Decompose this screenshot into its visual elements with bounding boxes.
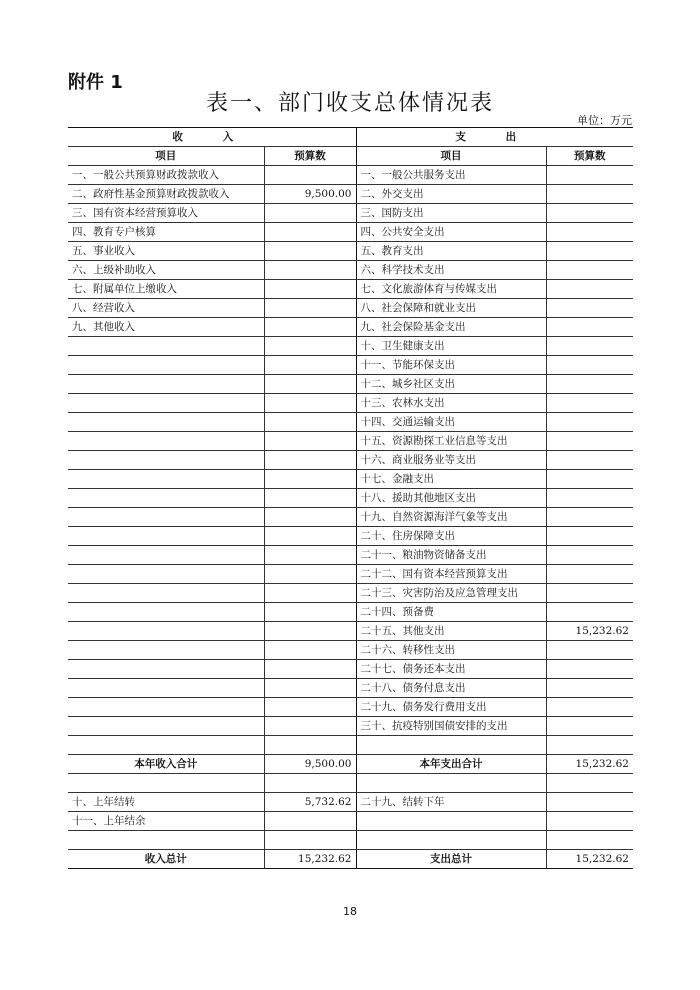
income-budget-cell (264, 717, 356, 736)
expense-budget-cell (546, 584, 633, 603)
page-title: 表一、部门收支总体情况表 (205, 91, 494, 116)
expense-budget-cell (546, 204, 633, 223)
expense-budget-cell (546, 698, 633, 717)
income-budget-cell (264, 546, 356, 565)
table-row (68, 261, 633, 280)
income-budget-cell (264, 299, 356, 318)
income-budget-cell (264, 356, 356, 375)
income-item-cell: 三、国有资本经营预算收入 (68, 204, 264, 223)
section-header-row (68, 128, 633, 147)
expense-budget-cell (546, 527, 633, 546)
expense-item-cell: 十五、资源勘探工业信息等支出 (356, 432, 546, 451)
expense-item-cell (356, 812, 546, 831)
income-item-cell: 十一、上年结余 (68, 812, 264, 831)
income-item-cell: 本年收入合计 (68, 755, 264, 774)
income-budget-cell (264, 508, 356, 527)
income-budget-cell (264, 812, 356, 831)
income-item-cell (68, 736, 264, 755)
expense-budget-cell (546, 470, 633, 489)
unit-label: 单位：万元 (577, 114, 632, 127)
table-row (68, 812, 633, 831)
income-budget-cell: 9,500.00 (264, 755, 356, 774)
table-row (68, 204, 633, 223)
expense-budget-cell (546, 489, 633, 508)
table-row (68, 774, 633, 793)
income-item-cell (68, 432, 264, 451)
income-item-cell (68, 394, 264, 413)
expense-item-cell: 二十七、债务还本支出 (356, 660, 546, 679)
table-row (68, 394, 633, 413)
table-row (68, 470, 633, 489)
income-item-cell (68, 413, 264, 432)
table-row (68, 356, 633, 375)
expense-budget-cell (546, 736, 633, 755)
expense-budget-cell (546, 280, 633, 299)
income-budget-cell (264, 660, 356, 679)
expense-budget-cell (546, 375, 633, 394)
income-budget-cell (264, 318, 356, 337)
table-row (68, 546, 633, 565)
income-budget-cell (264, 470, 356, 489)
table-row (68, 641, 633, 660)
table-row (68, 375, 633, 394)
expense-item-cell: 十、卫生健康支出 (356, 337, 546, 356)
attachment-label: 附件 1 (68, 72, 123, 93)
expense-budget-cell: 15,232.62 (546, 850, 633, 869)
income-budget-cell (264, 280, 356, 299)
income-budget-cell (264, 451, 356, 470)
table-row (68, 736, 633, 755)
income-item-cell (68, 375, 264, 394)
income-item-cell (68, 508, 264, 527)
expense-budget-cell (546, 318, 633, 337)
expense-budget-cell (546, 774, 633, 793)
table-row (68, 223, 633, 242)
expense-item-cell: 本年支出合计 (356, 755, 546, 774)
expense-item-cell: 二十五、其他支出 (356, 622, 546, 641)
expense-budget-cell (546, 166, 633, 185)
income-item-cell: 四、教育专户核算 (68, 223, 264, 242)
expense-item-cell: 二十九、结转下年 (356, 793, 546, 812)
expense-budget-cell (546, 793, 633, 812)
table-row (68, 242, 633, 261)
expense-budget-cell (546, 299, 633, 318)
income-item-cell (68, 774, 264, 793)
income-budget-cell (264, 565, 356, 584)
expense-budget-cell (546, 546, 633, 565)
income-budget-cell: 5,732.62 (264, 793, 356, 812)
income-item-cell (68, 451, 264, 470)
income-budget-cell: 15,232.62 (264, 850, 356, 869)
income-budget-cell (264, 242, 356, 261)
expense-budget-cell (546, 831, 633, 850)
expense-item-cell: 八、社会保障和就业支出 (356, 299, 546, 318)
expense-item-cell: 三十、抗疫特别国债安排的支出 (356, 717, 546, 736)
expense-budget-header: 预算数 (546, 147, 633, 166)
expense-item-cell: 三、国防支出 (356, 204, 546, 223)
income-budget-cell (264, 204, 356, 223)
income-budget-cell (264, 223, 356, 242)
expense-budget-cell (546, 451, 633, 470)
column-header-row (68, 147, 633, 166)
table-row (68, 299, 633, 318)
income-item-cell: 二、政府性基金预算财政拨款收入 (68, 185, 264, 204)
expense-budget-cell: 15,232.62 (546, 755, 633, 774)
income-budget-cell (264, 679, 356, 698)
income-item-cell (68, 831, 264, 850)
table-row (68, 451, 633, 470)
expense-item-cell: 二十三、灾害防治及应急管理支出 (356, 584, 546, 603)
expense-item-cell: 二十、住房保障支出 (356, 527, 546, 546)
expense-budget-cell (546, 185, 633, 204)
table-row (68, 489, 633, 508)
income-budget-cell (264, 584, 356, 603)
expense-budget-cell: 15,232.62 (546, 622, 633, 641)
budget-table (68, 127, 633, 869)
expense-item-cell: 支出总计 (356, 850, 546, 869)
total-row (68, 850, 633, 869)
income-budget-cell (264, 166, 356, 185)
expense-item-cell: 二十二、国有资本经营预算支出 (356, 565, 546, 584)
table-row (68, 185, 633, 204)
table-row (68, 337, 633, 356)
expense-budget-cell (546, 679, 633, 698)
table-row (68, 413, 633, 432)
income-item-cell: 六、上级补助收入 (68, 261, 264, 280)
income-budget-cell (264, 831, 356, 850)
expense-budget-cell (546, 565, 633, 584)
income-budget-cell (264, 736, 356, 755)
income-item-cell (68, 584, 264, 603)
expense-item-cell: 十四、交通运输支出 (356, 413, 546, 432)
expense-item-cell: 十九、自然资源海洋气象等支出 (356, 508, 546, 527)
income-budget-cell (264, 413, 356, 432)
expense-item-cell: 二十六、转移性支出 (356, 641, 546, 660)
table-row (68, 679, 633, 698)
income-budget-cell (264, 337, 356, 356)
expense-item-cell: 九、社会保险基金支出 (356, 318, 546, 337)
expense-item-cell: 十八、援助其他地区支出 (356, 489, 546, 508)
income-item-cell (68, 489, 264, 508)
income-item-cell (68, 356, 264, 375)
page-number: 18 (343, 905, 357, 918)
expense-item-cell: 十一、节能环保支出 (356, 356, 546, 375)
income-budget-cell (264, 432, 356, 451)
expense-item-cell: 二十八、债务付息支出 (356, 679, 546, 698)
expense-budget-cell (546, 261, 633, 280)
income-item-cell (68, 470, 264, 489)
table-row (68, 793, 633, 812)
expense-item-cell: 二、外交支出 (356, 185, 546, 204)
total-row (68, 755, 633, 774)
income-item-cell (68, 641, 264, 660)
table-row (68, 584, 633, 603)
income-item-cell (68, 546, 264, 565)
income-item-cell (68, 527, 264, 546)
income-budget-cell (264, 698, 356, 717)
expense-budget-cell (546, 413, 633, 432)
expense-item-cell: 二十四、预备费 (356, 603, 546, 622)
expense-item-cell: 十三、农林水支出 (356, 394, 546, 413)
table-row (68, 622, 633, 641)
income-item-cell: 十、上年结转 (68, 793, 264, 812)
expense-item-cell: 二十九、债务发行费用支出 (356, 698, 546, 717)
expense-item-cell: 七、文化旅游体育与传媒支出 (356, 280, 546, 299)
income-item-cell: 一、一般公共预算财政拨款收入 (68, 166, 264, 185)
table-row (68, 603, 633, 622)
table-row (68, 280, 633, 299)
table-row (68, 831, 633, 850)
income-item-cell (68, 660, 264, 679)
expense-item-cell: 十二、城乡社区支出 (356, 375, 546, 394)
income-budget-cell (264, 375, 356, 394)
expense-item-header: 项目 (356, 147, 546, 166)
income-budget-header: 预算数 (264, 147, 356, 166)
table-row (68, 318, 633, 337)
expense-item-cell: 十六、商业服务业等支出 (356, 451, 546, 470)
income-item-cell: 收入总计 (68, 850, 264, 869)
expense-budget-cell (546, 432, 633, 451)
income-header: 收 入 (68, 128, 356, 147)
income-budget-cell (264, 774, 356, 793)
expense-item-cell (356, 774, 546, 793)
income-budget-cell: 9,500.00 (264, 185, 356, 204)
income-item-cell (68, 679, 264, 698)
expense-budget-cell (546, 641, 633, 660)
table-row (68, 527, 633, 546)
expense-budget-cell (546, 717, 633, 736)
expense-item-cell: 六、科学技术支出 (356, 261, 546, 280)
table-row (68, 698, 633, 717)
expense-budget-cell (546, 394, 633, 413)
income-item-cell (68, 698, 264, 717)
expense-item-cell (356, 736, 546, 755)
expense-item-cell: 十七、金融支出 (356, 470, 546, 489)
table-row (68, 717, 633, 736)
expense-item-cell: 四、公共安全支出 (356, 223, 546, 242)
table-row (68, 166, 633, 185)
income-budget-cell (264, 527, 356, 546)
income-budget-cell (264, 394, 356, 413)
table-row (68, 660, 633, 679)
expense-budget-cell (546, 660, 633, 679)
income-budget-cell (264, 261, 356, 280)
expense-budget-cell (546, 356, 633, 375)
income-budget-cell (264, 641, 356, 660)
expense-header: 支 出 (356, 128, 633, 147)
expense-budget-cell (546, 337, 633, 356)
expense-item-cell (356, 831, 546, 850)
income-item-cell (68, 622, 264, 641)
income-budget-cell (264, 603, 356, 622)
expense-item-cell: 一、一般公共服务支出 (356, 166, 546, 185)
table-row (68, 508, 633, 527)
income-item-cell: 五、事业收入 (68, 242, 264, 261)
income-item-cell (68, 603, 264, 622)
expense-budget-cell (546, 812, 633, 831)
table-row (68, 565, 633, 584)
expense-budget-cell (546, 242, 633, 261)
expense-budget-cell (546, 603, 633, 622)
income-item-cell: 九、其他收入 (68, 318, 264, 337)
income-item-cell (68, 565, 264, 584)
expense-budget-cell (546, 508, 633, 527)
income-item-cell: 八、经营收入 (68, 299, 264, 318)
expense-budget-cell (546, 223, 633, 242)
income-budget-cell (264, 489, 356, 508)
expense-item-cell: 二十一、粮油物资储备支出 (356, 546, 546, 565)
income-budget-cell (264, 622, 356, 641)
expense-item-cell: 五、教育支出 (356, 242, 546, 261)
income-item-header: 项目 (68, 147, 264, 166)
income-item-cell: 七、附属单位上缴收入 (68, 280, 264, 299)
income-item-cell (68, 337, 264, 356)
table-row (68, 432, 633, 451)
income-item-cell (68, 717, 264, 736)
